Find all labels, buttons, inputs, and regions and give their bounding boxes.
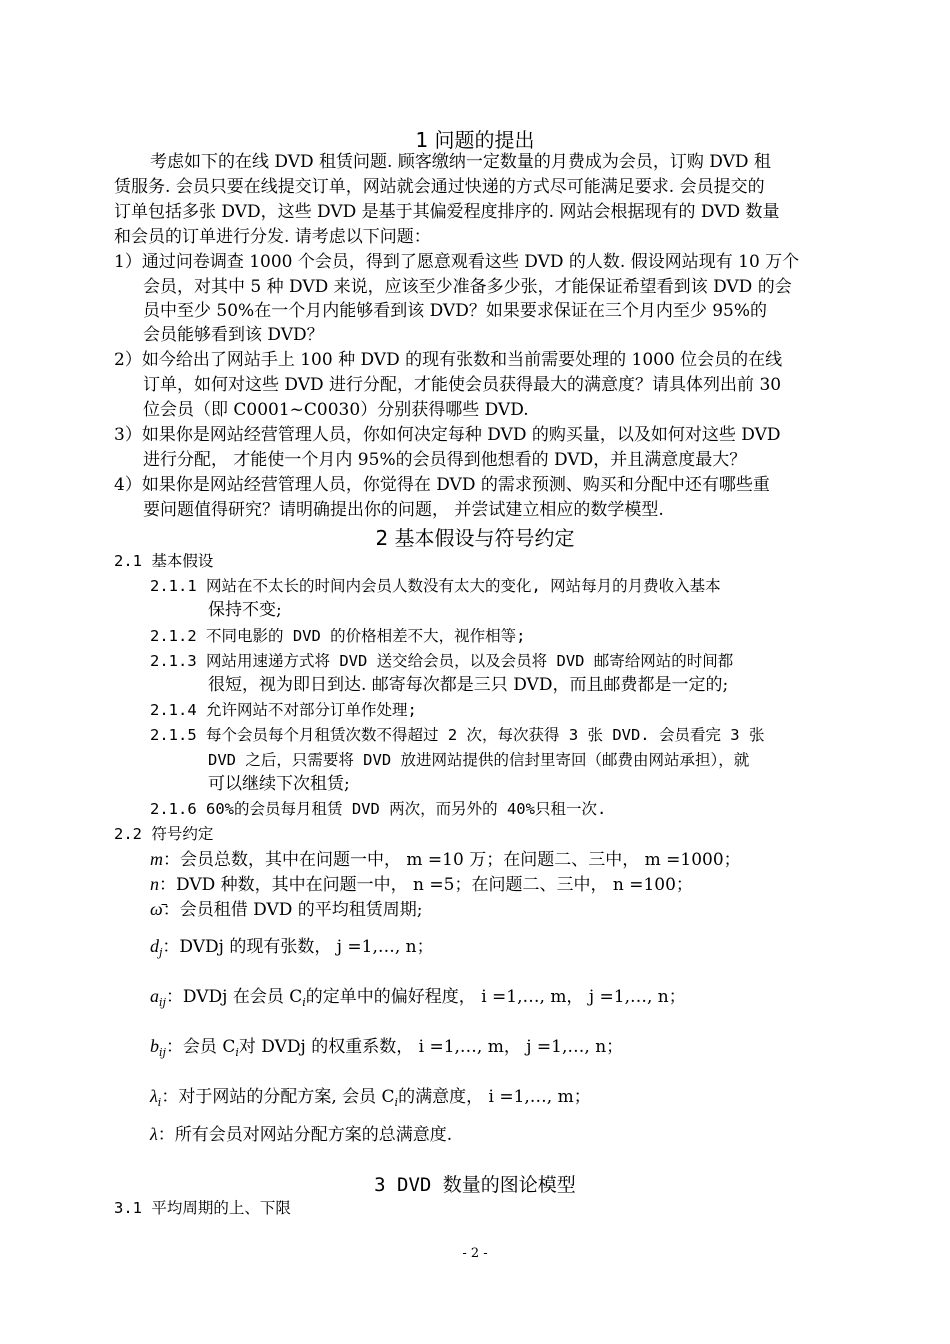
symbol-lambda-i-desc-2: 的满意度， i =1,…, m；: [398, 1087, 591, 1107]
symbol-b: b: [150, 1036, 159, 1056]
assumption-5-line-2: DVD 之后，只需要将 DVD 放进网站提供的信封里寄回（邮费由网站承担），就: [208, 751, 750, 769]
symbol-d-row: [150, 934, 434, 965]
symbol-n-desc: ：DVD 种数，其中在问题一中， n =5；在问题二、三中， n =100；: [159, 875, 693, 895]
subsection-3-1: 3.1 平均周期的上、下限: [114, 1199, 291, 1217]
question-3-line-2: 进行分配， 才能使一个月内 95%的会员得到他想看的 DVD，并且满意度最大？: [143, 450, 747, 470]
assumption-4: 2.1.4 允许网站不对部分订单作处理;: [150, 701, 417, 719]
symbol-omega-desc: ：会员租借 DVD 的平均租赁周期;: [162, 900, 423, 920]
assumption-6: 2.1.6 60%的会员每月租赁 DVD 两次，而另外的 40%只租一次.: [150, 800, 607, 818]
symbol-d-desc: ：DVDj 的现有张数， j =1,…, n；: [162, 937, 434, 957]
symbol-omega: ω̄: [150, 899, 163, 919]
intro-line-2: 赁服务. 会员只要在线提交订单，网站就会通过快递的方式尽可能满足要求. 会员提交的: [114, 177, 765, 197]
symbol-a-sub: ij: [159, 996, 166, 1009]
question-1-line-1: 1）通过问卷调查 1000 个会员，得到了愿意观看这些 DVD 的人数. 假设网站现有 10 万个: [114, 252, 800, 272]
symbol-d-sub: j: [159, 946, 163, 959]
symbol-lambda-desc: ：所有会员对网站分配方案的总满意度.: [157, 1125, 453, 1145]
symbol-lambda-ci-sub: i: [394, 1096, 399, 1109]
assumption-3-line-2: 很短，视为即日到达. 邮寄每次都是三只 DVD，而且邮费都是一定的;: [208, 675, 729, 695]
symbol-m-desc: ：会员总数，其中在问题一中， m =10 万；在问题二、三中， m =1000；: [163, 850, 741, 870]
symbol-n-row: [150, 872, 693, 897]
question-2-line-1: 2）如今给出了网站手上 100 种 DVD 的现有张数和当前需要处理的 1000 位会员的在线: [114, 350, 783, 370]
assumption-2: 2.1.2 不同电影的 DVD 的价格相差不大，视作相等;: [150, 627, 526, 645]
symbol-b-ci-sub: i: [235, 1046, 239, 1059]
subsection-2-1: 2.1 基本假设: [114, 552, 214, 570]
symbol-a-ci-sub: i: [302, 996, 306, 1009]
symbol-b-desc-2: 对 DVDj 的权重系数， i =1,…, m， j =1,…, n；: [238, 1037, 624, 1057]
question-4-line-2: 要问题值得研究？请明确提出你的问题， 并尝试建立相应的数学模型.: [143, 500, 664, 520]
section-1-title: 1 问题的提出: [415, 128, 535, 152]
question-4-line-1: 4）如果你是网站经营管理人员，你觉得在 DVD 的需求预测、购买和分配中还有哪些重: [114, 475, 770, 495]
question-2-line-3: 位会员（即 C0001~C0030）分别获得哪些 DVD.: [143, 400, 529, 420]
section-3-title: 3 DVD 数量的图论模型: [374, 1174, 576, 1196]
symbol-omega-row: [150, 897, 423, 922]
symbol-lambda-i-sub: i: [157, 1096, 162, 1109]
symbol-lambda-i: λ: [150, 1086, 158, 1106]
symbol-lambda: λ: [150, 1124, 158, 1144]
assumption-1-line-2: 保持不变;: [208, 600, 282, 620]
symbol-a-desc: ：DVDj 在会员 C: [165, 987, 303, 1007]
section-2-title: 2 基本假设与符号约定: [375, 526, 575, 550]
symbol-m: m: [150, 849, 163, 869]
symbol-lambda-row: [150, 1122, 452, 1147]
symbol-a-desc-2: 的定单中的偏好程度， i =1,…, m， j =1,…, n；: [305, 987, 686, 1007]
question-3-line-1: 3）如果你是网站经营管理人员，你如何决定每种 DVD 的购买量，以及如何对这些 DVD: [114, 425, 781, 445]
assumption-5-line-3: 可以继续下次租赁;: [208, 774, 350, 794]
question-1-line-4: 会员能够看到该 DVD？: [143, 325, 324, 345]
intro-line-1: 考虑如下的在线 DVD 租赁问题. 顾客缴纳一定数量的月费成为会员，订购 DVD 租: [150, 152, 771, 172]
intro-line-3: 订单包括多张 DVD，这些 DVD 是基于其偏爱程度排序的. 网站会根据现有的 DVD 数量: [114, 202, 780, 222]
page-number: - 2 -: [462, 1246, 488, 1261]
question-2-line-2: 订单，如何对这些 DVD 进行分配，才能使会员获得最大的满意度？请具体列出前 30: [143, 375, 782, 395]
assumption-5-line-1: 2.1.5 每个会员每个月租赁次数不得超过 2 次，每次获得 3 张 DVD. 会员看完 3 张: [150, 726, 765, 744]
intro-line-4: 和会员的订单进行分发. 请考虑以下问题：: [114, 227, 431, 247]
symbol-lambda-i-desc: ：对于网站的分配方案, 会员 C: [161, 1087, 395, 1107]
symbol-a: a: [150, 986, 159, 1006]
question-1-line-2: 会员，对其中 5 种 DVD 来说，应该至少准备多少张，才能保证希望看到该 DVD 的会: [143, 277, 792, 297]
symbol-b-desc: ：会员 C: [165, 1037, 236, 1057]
symbol-lambda-i-row: [150, 1084, 591, 1115]
symbol-m-row: [150, 847, 741, 872]
symbol-a-row: [150, 984, 686, 1015]
symbol-d: d: [150, 936, 159, 956]
question-1-line-3: 员中至少 50%在一个月内能够看到该 DVD？如果要求保证在三个月内至少 95%的: [143, 301, 768, 321]
symbol-b-sub: ij: [159, 1046, 166, 1059]
assumption-3-line-1: 2.1.3 网站用速递方式将 DVD 送交给会员，以及会员将 DVD 邮寄给网站的时间都: [150, 652, 734, 670]
assumption-1-line-1: 2.1.1 网站在不太长的时间内会员人数没有太大的变化, 网站每月的月费收入基本: [150, 577, 721, 595]
symbol-n: n: [150, 874, 159, 894]
symbol-b-row: [150, 1034, 623, 1065]
subsection-2-2: 2.2 符号约定: [114, 825, 214, 843]
